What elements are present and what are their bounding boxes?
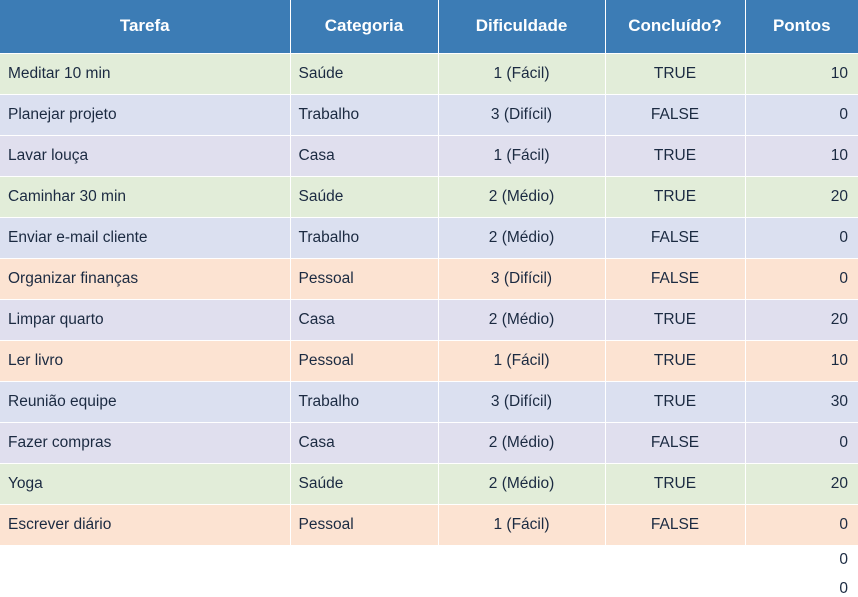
table-row[interactable]	[0, 463, 858, 504]
table-row[interactable]	[0, 53, 858, 94]
cell-tarefa[interactable]: Yoga	[0, 463, 290, 504]
cell-pontos[interactable]: 0	[745, 574, 858, 597]
cell-concluido[interactable]: TRUE	[605, 176, 745, 217]
cell-dificuldade[interactable]: 2 (Médio)	[438, 463, 605, 504]
cell-tarefa[interactable]: Escrever diário	[0, 504, 290, 545]
cell-tarefa[interactable]: Reunião equipe	[0, 381, 290, 422]
cell-concluido[interactable]: TRUE	[605, 463, 745, 504]
cell-concluido[interactable]: TRUE	[605, 53, 745, 94]
cell-categoria[interactable]: Saúde	[290, 53, 438, 94]
cell-categoria[interactable]: Saúde	[290, 463, 438, 504]
cell-tarefa[interactable]: Limpar quarto	[0, 299, 290, 340]
cell-concluido[interactable]: FALSE	[605, 258, 745, 299]
cell-categoria[interactable]: Trabalho	[290, 94, 438, 135]
table-row[interactable]	[0, 381, 858, 422]
cell-concluido[interactable]: TRUE	[605, 381, 745, 422]
cell-concluido[interactable]	[605, 574, 745, 597]
cell-dificuldade[interactable]	[438, 574, 605, 597]
cell-tarefa[interactable]	[0, 545, 290, 574]
cell-dificuldade[interactable]: 1 (Fácil)	[438, 135, 605, 176]
cell-pontos[interactable]: 0	[745, 94, 858, 135]
cell-categoria[interactable]: Saúde	[290, 176, 438, 217]
cell-concluido[interactable]: TRUE	[605, 135, 745, 176]
cell-categoria[interactable]: Pessoal	[290, 258, 438, 299]
table-row[interactable]	[0, 94, 858, 135]
cell-tarefa[interactable]: Fazer compras	[0, 422, 290, 463]
cell-dificuldade[interactable]: 2 (Médio)	[438, 299, 605, 340]
table-body	[0, 53, 858, 597]
cell-concluido[interactable]: TRUE	[605, 340, 745, 381]
cell-pontos[interactable]: 20	[745, 299, 858, 340]
table-row[interactable]	[0, 176, 858, 217]
cell-pontos[interactable]: 0	[745, 422, 858, 463]
cell-dificuldade[interactable]: 2 (Médio)	[438, 217, 605, 258]
cell-categoria[interactable]: Trabalho	[290, 381, 438, 422]
column-header-pontos[interactable]: Pontos	[745, 0, 858, 53]
cell-categoria[interactable]: Casa	[290, 135, 438, 176]
column-header-concluido[interactable]: Concluído?	[605, 0, 745, 53]
cell-dificuldade[interactable]: 3 (Difícil)	[438, 94, 605, 135]
cell-concluido[interactable]: FALSE	[605, 94, 745, 135]
cell-pontos[interactable]: 10	[745, 340, 858, 381]
cell-pontos[interactable]: 0	[745, 504, 858, 545]
cell-categoria[interactable]	[290, 545, 438, 574]
cell-dificuldade[interactable]: 1 (Fácil)	[438, 340, 605, 381]
cell-tarefa[interactable]: Lavar louça	[0, 135, 290, 176]
cell-tarefa[interactable]	[0, 574, 290, 597]
table-row-empty[interactable]	[0, 545, 858, 574]
cell-pontos[interactable]: 0	[745, 258, 858, 299]
cell-categoria[interactable]: Casa	[290, 299, 438, 340]
cell-categoria[interactable]: Pessoal	[290, 340, 438, 381]
cell-pontos[interactable]: 0	[745, 217, 858, 258]
cell-tarefa[interactable]: Caminhar 30 min	[0, 176, 290, 217]
table-row-empty[interactable]	[0, 574, 858, 597]
table-row[interactable]	[0, 299, 858, 340]
cell-categoria[interactable]	[290, 574, 438, 597]
cell-categoria[interactable]: Trabalho	[290, 217, 438, 258]
table-row[interactable]	[0, 135, 858, 176]
column-header-dificuldade[interactable]: Dificuldade	[438, 0, 605, 53]
header-row	[0, 0, 858, 53]
table-row[interactable]	[0, 340, 858, 381]
column-header-tarefa[interactable]: Tarefa	[0, 0, 290, 53]
cell-tarefa[interactable]: Ler livro	[0, 340, 290, 381]
cell-concluido[interactable]: TRUE	[605, 299, 745, 340]
cell-concluido[interactable]	[605, 545, 745, 574]
cell-tarefa[interactable]: Enviar e-mail cliente	[0, 217, 290, 258]
cell-tarefa[interactable]: Planejar projeto	[0, 94, 290, 135]
cell-dificuldade[interactable]: 3 (Difícil)	[438, 381, 605, 422]
cell-dificuldade[interactable]: 1 (Fácil)	[438, 504, 605, 545]
cell-categoria[interactable]: Casa	[290, 422, 438, 463]
cell-categoria[interactable]: Pessoal	[290, 504, 438, 545]
table-row[interactable]	[0, 504, 858, 545]
cell-dificuldade[interactable]: 2 (Médio)	[438, 176, 605, 217]
cell-pontos[interactable]: 20	[745, 176, 858, 217]
cell-dificuldade[interactable]: 2 (Médio)	[438, 422, 605, 463]
cell-pontos[interactable]: 20	[745, 463, 858, 504]
cell-concluido[interactable]: FALSE	[605, 504, 745, 545]
column-header-categoria[interactable]: Categoria	[290, 0, 438, 53]
table-row[interactable]	[0, 422, 858, 463]
cell-tarefa[interactable]: Organizar finanças	[0, 258, 290, 299]
cell-pontos[interactable]: 0	[745, 545, 858, 574]
cell-dificuldade[interactable]	[438, 545, 605, 574]
cell-concluido[interactable]: FALSE	[605, 422, 745, 463]
table-header	[0, 0, 858, 53]
cell-pontos[interactable]: 30	[745, 381, 858, 422]
cell-concluido[interactable]: FALSE	[605, 217, 745, 258]
cell-dificuldade[interactable]: 1 (Fácil)	[438, 53, 605, 94]
cell-pontos[interactable]: 10	[745, 135, 858, 176]
cell-pontos[interactable]: 10	[745, 53, 858, 94]
table-row[interactable]	[0, 217, 858, 258]
cell-tarefa[interactable]: Meditar 10 min	[0, 53, 290, 94]
table-row[interactable]	[0, 258, 858, 299]
cell-dificuldade[interactable]: 3 (Difícil)	[438, 258, 605, 299]
